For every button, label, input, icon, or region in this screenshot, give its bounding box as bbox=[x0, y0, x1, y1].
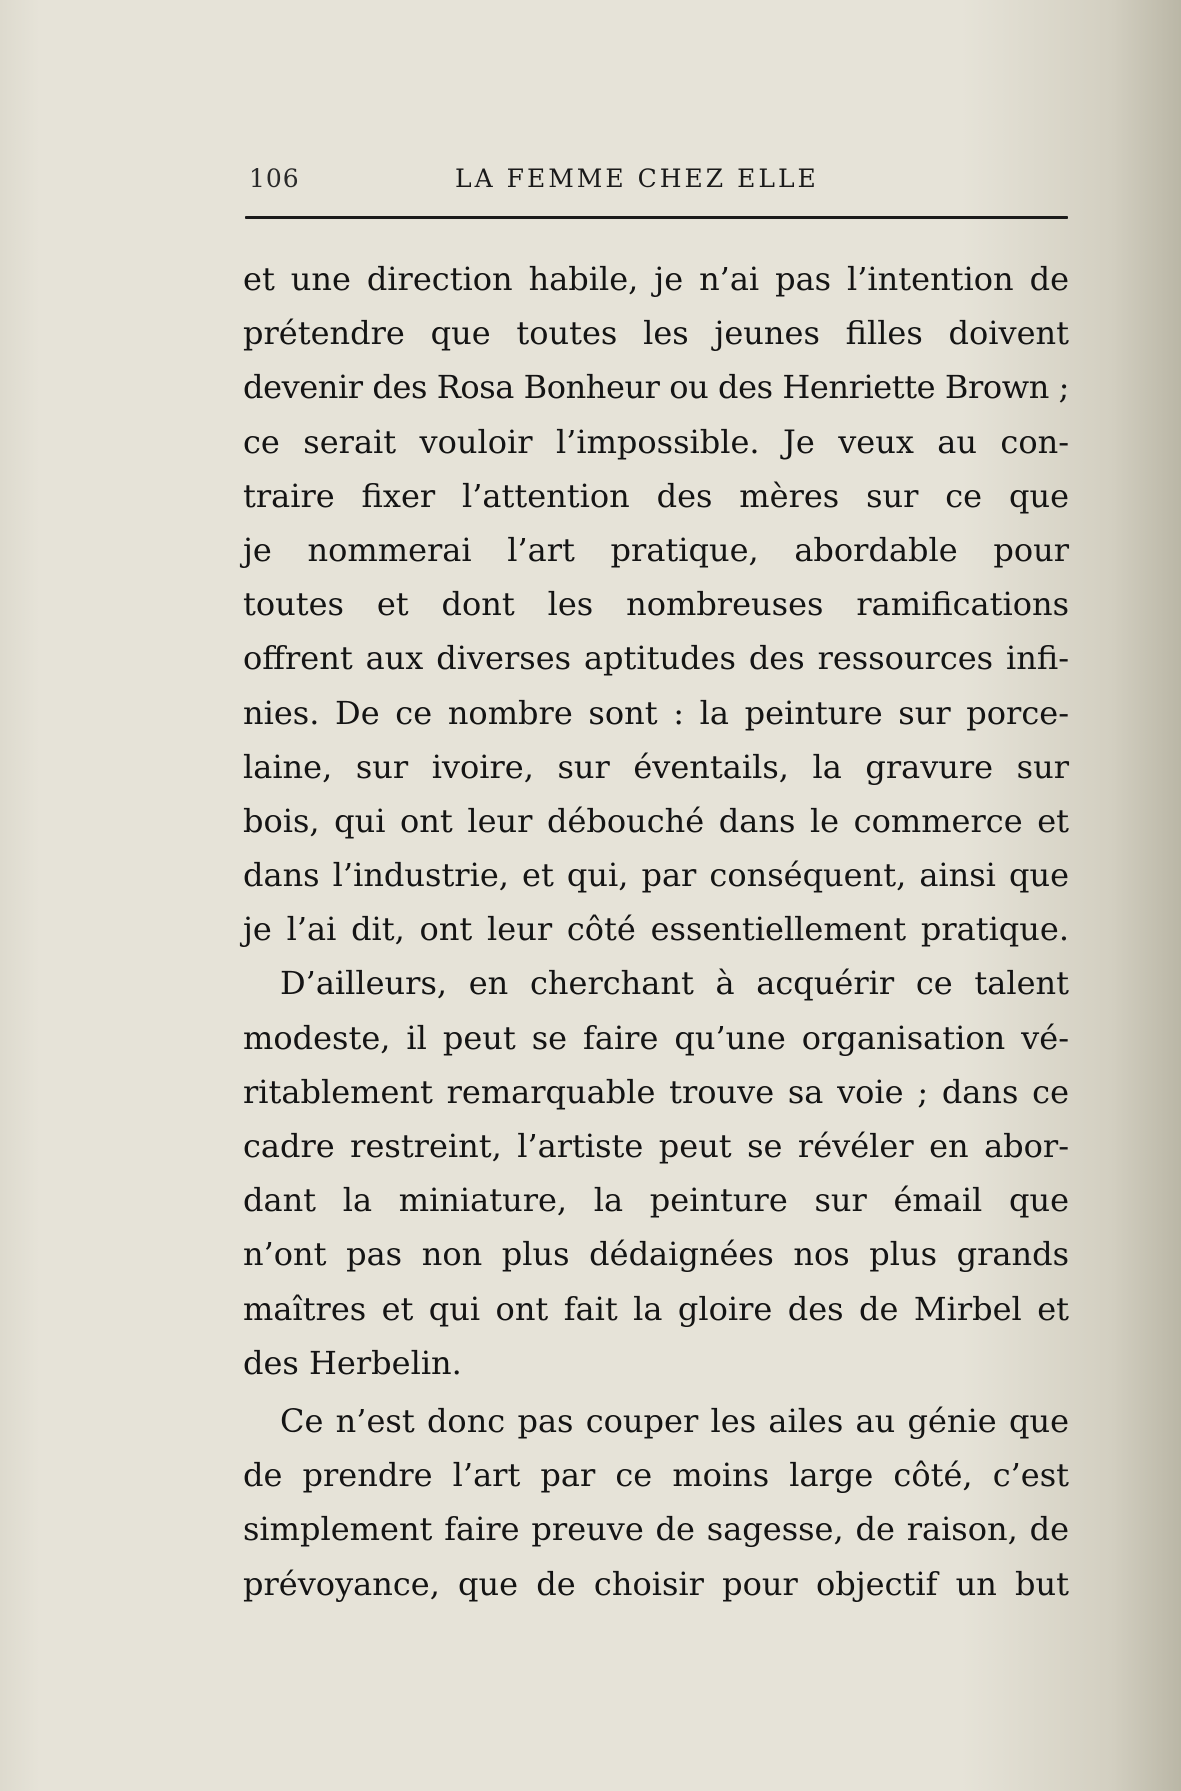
running-title: LA FEMME CHEZ ELLE bbox=[455, 164, 819, 193]
text-line: dans l’industrie, et qui, par conséquent, ainsi que bbox=[243, 856, 1069, 895]
text-line: de prendre l’art par ce moins large côté, c’est bbox=[243, 1456, 1069, 1495]
text-line: prévoyance, que de choisir pour objectif un but bbox=[243, 1564, 1069, 1603]
page-number: 106 bbox=[249, 164, 300, 193]
paragraph bbox=[243, 1394, 1069, 1611]
text-line: ritablement remarquable trouve sa voie ; dans ce bbox=[243, 1072, 1069, 1111]
text-line: je nommerai l’art pratique, abordable pour bbox=[243, 530, 1069, 569]
text-line: laine, sur ivoire, sur éventails, la gravure sur bbox=[243, 747, 1069, 786]
paragraph bbox=[243, 252, 1069, 956]
text-line: ce serait vouloir l’impossible. Je veux au con- bbox=[243, 422, 1069, 461]
text-line: modeste, il peut se faire qu’une organisation vé- bbox=[243, 1018, 1069, 1057]
text-line: cadre restreint, l’artiste peut se révéler en abor- bbox=[243, 1127, 1069, 1165]
text-line: maîtres et qui ont fait la gloire des de Mirbel et bbox=[243, 1289, 1069, 1328]
text-line: bois, qui ont leur débouché dans le commerce et bbox=[243, 801, 1069, 840]
header-rule bbox=[245, 216, 1068, 219]
paragraph bbox=[243, 956, 1069, 1390]
text-line: prétendre que toutes les jeunes filles doivent bbox=[243, 314, 1069, 353]
running-head bbox=[243, 160, 1068, 200]
text-line: Ce n’est donc pas couper les ailes au génie que bbox=[280, 1401, 1069, 1440]
text-line: D’ailleurs, en cherchant à acquérir ce talent bbox=[280, 964, 1069, 1003]
text-line: des Herbelin. bbox=[243, 1343, 462, 1382]
text-line: et une direction habile, je n’ai pas l’intention de bbox=[243, 260, 1069, 298]
text-line: devenir des Rosa Bonheur ou des Henriette Brown ; bbox=[243, 368, 1070, 407]
text-line: toutes et dont les nombreuses ramifications bbox=[243, 585, 1069, 624]
text-line: traire fixer l’attention des mères sur ce que bbox=[243, 476, 1069, 515]
text-line: nies. De ce nombre sont : la peinture sur porce- bbox=[243, 693, 1069, 732]
text-line: je l’ai dit, ont leur côté essentiellement pratique. bbox=[243, 910, 1069, 949]
text-line: offrent aux diverses aptitudes des ressources infi- bbox=[243, 639, 1069, 678]
body-text bbox=[243, 252, 1069, 1611]
text-line: n’ont pas non plus dédaignées nos plus grands bbox=[243, 1235, 1069, 1274]
text-line: simplement faire preuve de sagesse, de raison, de bbox=[243, 1510, 1069, 1549]
text-line: dant la miniature, la peinture sur émail que bbox=[243, 1181, 1069, 1220]
